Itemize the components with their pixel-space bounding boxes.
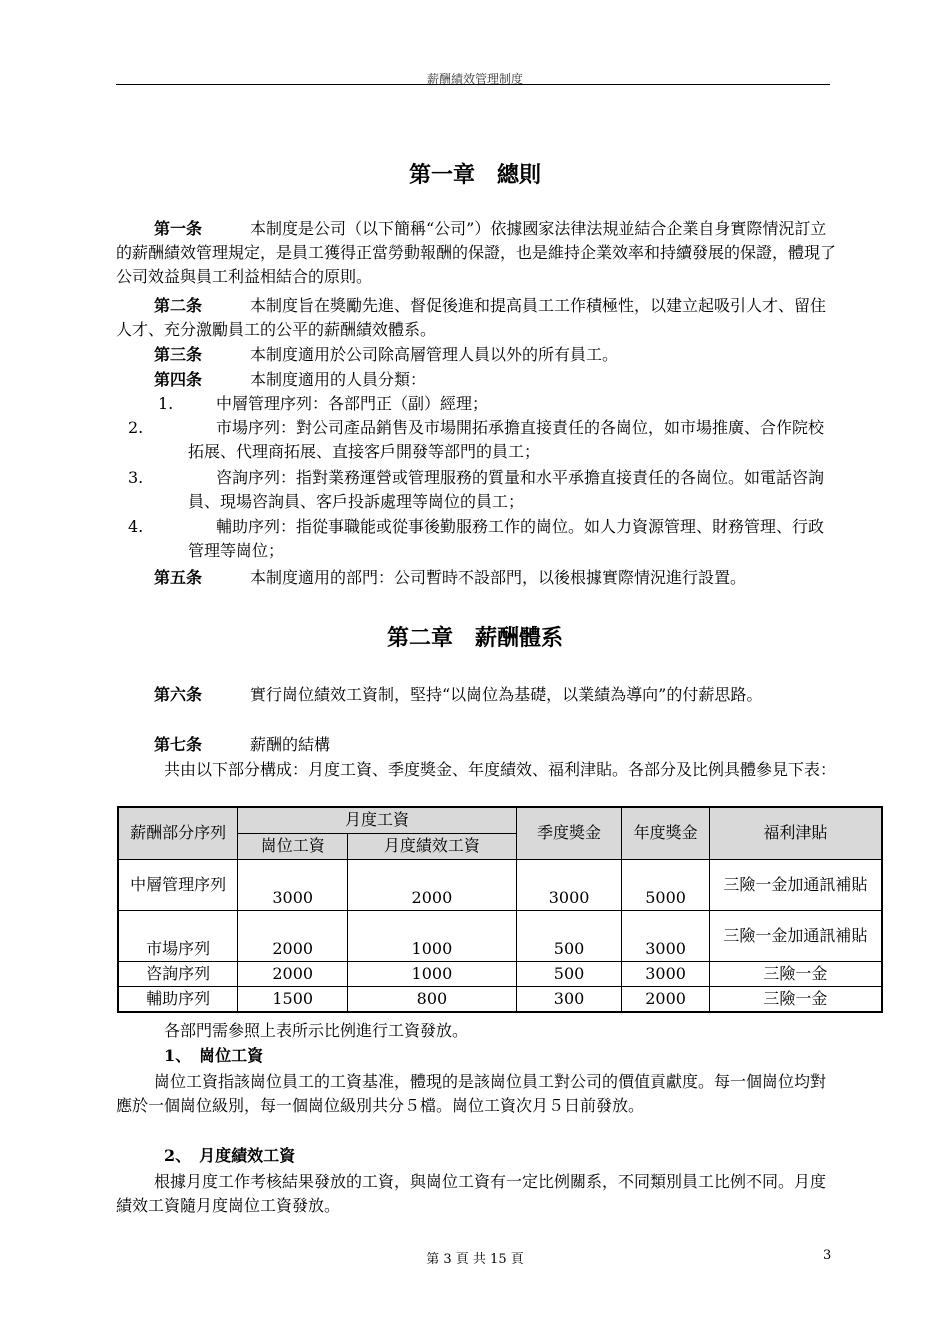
- header-annual: 年度獎金: [622, 807, 709, 859]
- section-2-title: 2、 月度績效工資: [164, 1146, 296, 1165]
- article-6-label: 第六条: [154, 685, 203, 704]
- chapter-2-title: 第二章 薪酬體系: [386, 625, 563, 651]
- article-5-label: 第五条: [154, 568, 203, 587]
- table-row: 市場序列 2000 1000 500 3000 三險一金加通訊補貼: [118, 910, 882, 961]
- article-1-label: 第一条: [154, 219, 203, 238]
- section-1-title: 1、 崗位工資: [164, 1046, 264, 1065]
- article-7-label: 第七条: [154, 735, 203, 754]
- article-4-label: 第四条: [154, 370, 203, 389]
- salary-structure-table: [117, 806, 883, 1013]
- article-2-text: 本制度旨在獎勵先進、督促後進和提高員工工作積極性，以建立起吸引人才、留住人才、充分激勵員工的公平的薪酬績效體系。: [116, 296, 827, 339]
- table-row: 輔助序列 1500 800 300 2000 三險一金: [118, 986, 882, 1012]
- page-number: 3: [823, 1248, 832, 1263]
- article-3: [116, 343, 836, 367]
- header-rule: [116, 84, 830, 85]
- header-welfare: 福利津貼: [709, 807, 882, 859]
- header-base: 崗位工資: [238, 833, 348, 859]
- header-quarterly: 季度獎金: [516, 807, 622, 859]
- table-row: 中層管理序列 3000 2000 3000 5000 三險一金加通訊補貼: [118, 859, 882, 910]
- article-7: [116, 733, 836, 757]
- article-4: [116, 368, 836, 392]
- section-2-text: 根據月度工作考核結果發放的工資，與崗位工資有一定比例關系，不同類別員工比例不同。月度績效工資隨月度崗位工資發放。: [116, 1172, 827, 1215]
- article-6-text: 實行崗位績效工資制，堅持“以崗位為基礎，以業績為導向”的付薪思路。: [250, 685, 763, 704]
- page-count: 第 3 頁 共 15 頁: [426, 1252, 524, 1267]
- section-1-text: 崗位工資指該崗位員工的工資基准，體現的是該崗位員工對公司的價值貢獻度。每一個崗位均對應於一個崗位級別，每一個崗位級別共分５檔。崗位工資次月５日前發放。: [116, 1072, 827, 1115]
- header-seq: 薪酬部分序列: [118, 807, 238, 859]
- article-6: [116, 683, 836, 707]
- article-1-text: 本制度是公司（以下簡稱“公司”）依據國家法律法規並結合企業自身實際情況訂立的薪酬績效管理規定，是員工獲得正當勞動報酬的保證，也是維持企業效率和持續發展的保證，體現了公司效益與員工利益相結合的原則。: [116, 219, 837, 286]
- article-7-text: 薪酬的結構: [250, 735, 331, 754]
- article-3-label: 第三条: [154, 345, 203, 364]
- article-1: [116, 217, 836, 289]
- list-item: 1. 中層管理序列：各部門正（副）經理；: [158, 394, 489, 413]
- article-3-text: 本制度適用於公司除高層管理人員以外的所有員工。: [250, 345, 619, 364]
- list-item: 2. 市場序列：對公司產品銷售及市場開拓承擔直接責任的各崗位，如市場推廣、合作院校拓展、代理商拓展、直接客戶開發等部門的員工；: [128, 418, 825, 461]
- article-2: [116, 294, 836, 342]
- table-row: 咨詢序列 2000 1000 500 3000 三險一金: [118, 961, 882, 986]
- article-5-text: 本制度適用的部門：公司暫時不設部門，以後根據實際情況進行設置。: [250, 568, 747, 587]
- list-item: 4. 輔助序列：指從事職能或從事後勤服務工作的崗位。如人力資源管理、財務管理、行政管理等崗位；: [128, 517, 825, 560]
- article-5: [116, 566, 836, 590]
- list-item: 3. 咨詢序列：指對業務運營或管理服務的質量和水平承擔直接責任的各崗位。如電話咨詢員、現場咨詢員、客戶投訴處理等崗位的員工；: [128, 468, 825, 511]
- article-4-text: 本制度適用的人員分類：: [250, 370, 427, 389]
- article-2-label: 第二条: [154, 296, 203, 315]
- header-monthly: 月度工資: [238, 807, 516, 833]
- chapter-1-title: 第一章 總則: [408, 162, 541, 188]
- table-note: 各部門需參照上表所示比例進行工資發放。: [164, 1021, 469, 1040]
- header-perf: 月度績效工資: [348, 833, 517, 859]
- table-intro: 共由以下部分構成：月度工資、季度獎金、年度績效、福利津貼。各部分及比例具體參見下表：: [164, 760, 837, 779]
- running-header: 薪酬績效管理制度: [426, 72, 523, 86]
